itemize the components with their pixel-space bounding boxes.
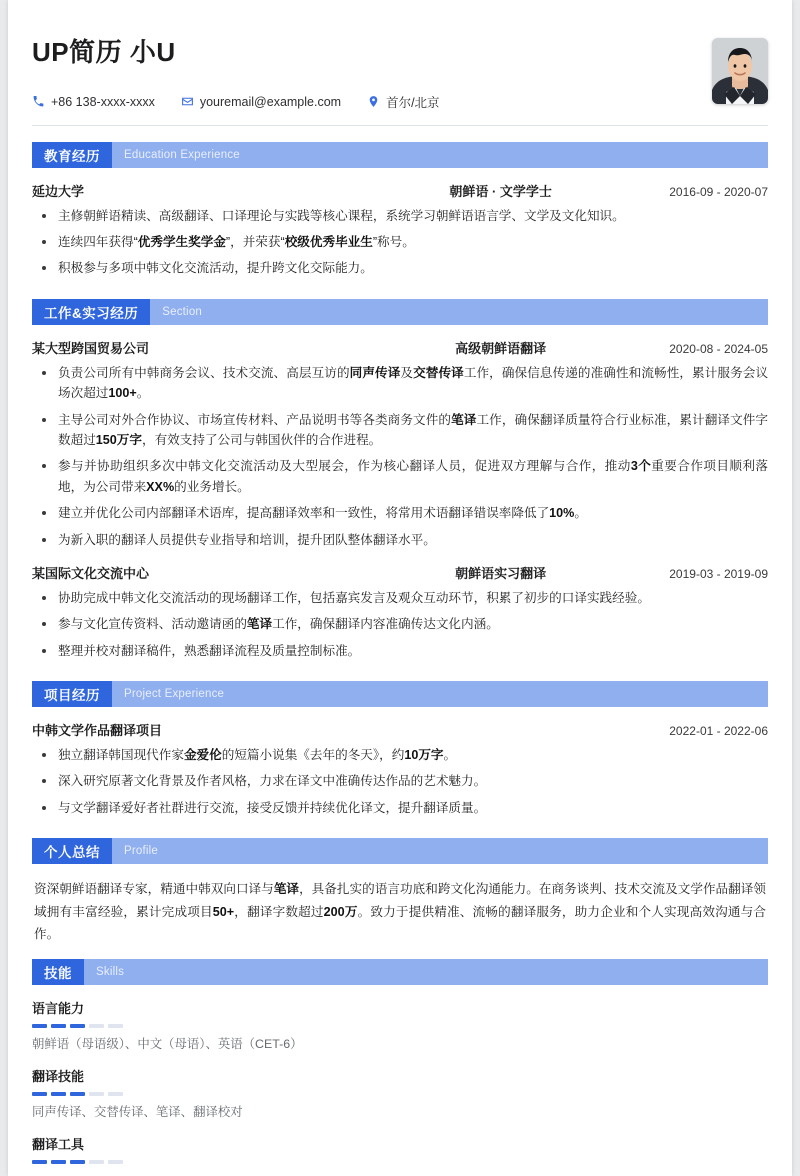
skill-item [32,1134,768,1164]
contact-phone [32,95,155,109]
skill-level-meter [32,1160,768,1164]
skill-dash [51,1160,66,1164]
entry-date: 2019-03 - 2019-09 [669,566,768,581]
education-entry [32,181,768,200]
section-title-en: Education Experience [112,142,768,168]
section-header-project [32,681,768,707]
page-title: UP简历 小U [32,37,176,67]
skill-dash [108,1024,123,1028]
skill-level-meter [32,1024,768,1028]
contact-phone-text: +86 138-xxxx-xxxx [51,94,155,109]
avatar [712,38,768,104]
header-divider [32,125,768,126]
list-item: 与文学翻译爱好者社群进行交流，接受反馈并持续优化译文，提升翻译质量。 [32,798,768,818]
entry-org: 中韩文学作品翻译项目 [32,723,163,739]
skill-dash [32,1024,47,1028]
entry-role: 高级朝鲜语翻译 [455,340,547,356]
section-title-en: Project Experience [112,681,768,707]
list-item: 协助完成中韩文化交流活动的现场翻译工作，包括嘉宾发言及观众互动环节，积累了初步的口译实践经验。 [32,588,768,608]
skill-dash [89,1024,104,1028]
skill-dash [70,1160,85,1164]
skill-dash [70,1024,85,1028]
entry-org: 某大型跨国贸易公司 [32,340,150,356]
skill-dash [51,1092,66,1096]
list-item: 积极参与多项中韩文化交流活动，提升跨文化交际能力。 [32,258,768,278]
work-bullets [32,363,768,550]
work-entry [32,563,768,582]
entry-date: 2022-01 - 2022-06 [669,724,768,739]
list-item: 深入研究原著文化背景及作者风格，力求在译文中准确传达作品的艺术魅力。 [32,771,768,791]
entry-org: 延边大学 [32,183,85,199]
section-title-en: Section [150,299,768,325]
list-item: 负责公司所有中韩商务会议、技术交流、高层互访的同声传译及交替传译工作，确保信息传递的准确性和流畅性，累计服务会议场次超过100+。 [32,363,768,404]
list-item: 连续四年获得“优秀学生奖学金”，并荣获“校级优秀毕业生”称号。 [32,232,768,252]
project-bullets [32,745,768,818]
section-header-profile [32,838,768,864]
section-body-project [28,720,772,818]
section-body-skills [28,998,772,1163]
skill-name: 翻译技能 [32,1069,85,1085]
section-header-work [32,299,768,325]
entry-role: 朝鲜语实习翻译 [455,565,547,581]
section-header-education [32,142,768,168]
section-title-cn: 工作&实习经历 [32,299,150,325]
entry-org: 某国际文化交流中心 [32,565,150,581]
section-title-cn: 个人总结 [32,838,112,864]
list-item: 参与文化宣传资料、活动邀请函的笔译工作，确保翻译内容准确传达文化内涵。 [32,614,768,634]
section-title-cn: 项目经历 [32,681,112,707]
contact-list [32,93,772,111]
skill-dash [70,1092,85,1096]
entry-date: 2020-08 - 2024-05 [669,341,768,356]
section-title-cn: 教育经历 [32,142,112,168]
contact-email [181,95,341,109]
list-item: 整理并校对翻译稿件，熟悉翻译流程及质量控制标准。 [32,641,768,661]
education-bullets [32,206,768,279]
list-item: 独立翻译韩国现代作家金爱伦的短篇小说集《去年的冬天》，约10万字。 [32,745,768,765]
section-title-en: Skills [84,959,768,985]
section-body-work [28,338,772,661]
skill-dash [89,1160,104,1164]
section-body-education [28,181,772,279]
list-item: 主导公司对外合作协议、市场宣传材料、产品说明书等各类商务文件的笔译工作，确保翻译质量符合行业标准，累计翻译文件字数超过150万字，有效支持了公司与韩国伙伴的合作进程。 [32,410,768,451]
envelope-icon [181,95,194,108]
section-title-cn: 技能 [32,959,84,985]
resume-header [28,0,772,126]
skill-name: 翻译工具 [32,1136,85,1152]
list-item: 参与并协助组织多次中韩文化交流活动及大型展会，作为核心翻译人员，促进双方理解与合作，推动3个重要合作项目顺利落地，为公司带来XX%的业务增长。 [32,456,768,497]
entry-role: 朝鲜语 · 文学学士 [449,183,552,199]
list-item: 为新入职的翻译人员提供专业指导和培训，提升团队整体翻译水平。 [32,530,768,550]
skill-description: 朝鲜语（母语级）、中文（母语）、英语（CET-6） [32,1037,303,1052]
project-entry [32,720,768,739]
skill-dash [32,1092,47,1096]
skill-dash [32,1160,47,1164]
contact-location-text: 首尔/北京 [386,95,440,110]
section-header-skills [32,959,768,985]
work-entry [32,338,768,357]
skill-item [32,1066,768,1122]
skill-level-meter [32,1092,768,1096]
work-bullets [32,588,768,661]
resume-page [8,0,792,1176]
list-item: 建立并优化公司内部翻译术语库，提高翻译效率和一致性，将常用术语翻译错误率降低了10%。 [32,503,768,523]
section-body-profile [28,878,772,945]
skill-dash [108,1160,123,1164]
profile-text: 资深朝鲜语翻译专家，精通中韩双向口译与笔译，具备扎实的语言功底和跨文化沟通能力。在商务谈判、技术交流及文学作品翻译领域拥有丰富经验，累计完成项目50+，翻译字数超过200万。致力于提供精准、流畅的翻译服务，助力企业和个人实现高效沟通与合作。 [34,882,767,942]
skill-name: 语言能力 [32,1001,85,1017]
phone-icon [32,95,45,108]
skill-dash [108,1092,123,1096]
skill-dash [89,1092,104,1096]
contact-email-text: youremail@example.com [199,94,342,109]
map-pin-icon [367,95,380,108]
skill-item [32,998,768,1054]
entry-date: 2016-09 - 2020-07 [669,184,768,199]
contact-location [367,93,439,111]
list-item: 主修朝鲜语精读、高级翻译、口译理论与实践等核心课程，系统学习朝鲜语语言学、文学及文化知识。 [32,206,768,226]
section-title-en: Profile [112,838,768,864]
skill-dash [51,1024,66,1028]
skill-description: 同声传译、交替传译、笔译、翻译校对 [32,1105,243,1120]
